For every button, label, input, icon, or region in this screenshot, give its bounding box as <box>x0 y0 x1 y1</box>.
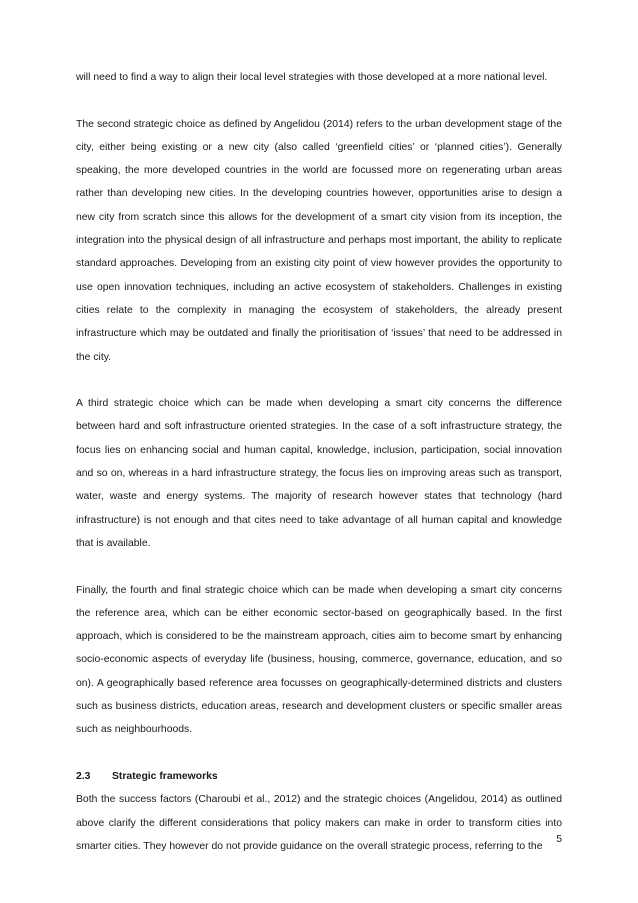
paragraph-third-choice: A third strategic choice which can be made when developing a smart city concerns the difference between hard and soft infrastructure oriented strategies. In the case of a soft infrastructure strategy, the focus lies on enhancing social and human capital, knowledge, inclusion, participation, social innovation and so on, whereas in a hard infrastructure strategy, the focus lies on improving areas such as transport, water, waste and energy systems. The majority of research however states that technology (hard infrastructure) is not enough and that cites need to take advantage of all human capital and knowledge that is available. <box>76 398 562 549</box>
paragraph-frameworks: Both the success factors (Charoubi et al., 2012) and the strategic choices (Angelidou, 2014) as outlined above clarify the different considerations that policy makers can make in order to transform cities into smarter cities. They however do not provide guidance on the overall strategic process, referring to the <box>76 794 562 852</box>
paragraph-continuation: will need to find a way to align their local level strategies with those developed at a more national level. <box>76 72 548 83</box>
page-number: 5 <box>556 834 562 845</box>
paragraph-fourth-choice: Finally, the fourth and final strategic choice which can be made when developing a smart city concerns the reference area, which can be either economic sector-based on geographically based. In the first approach, which is considered to be the mainstream approach, cities aim to become smart by enhancing socio-economic aspects of everyday life (business, housing, commerce, governance, education, and so on). A geographically based reference area focusses on geographically-determined districts and clusters such as business districts, education areas, research and development clusters or specific smaller areas such as neighbourhoods. <box>76 584 562 736</box>
page-content <box>76 66 562 858</box>
section-number: 2.3 <box>76 770 91 782</box>
section-title: Strategic frameworks <box>112 770 218 782</box>
paragraph-second-choice: The second strategic choice as defined by Angelidou (2014) refers to the urban development stage of the city, either being existing or a new city (also called ‘greenfield cities’ or ‘planned cities’). Generally speaking, the more developed countries in the world are focussed more on regenerating urban areas rather than developing new cities. In the developing countries however, opportunities arise to design a new city from scratch since this allows for the development of a smart city vision from its inception, the integration into the physical design of all infrastructure and perhaps most important, the ability to replicate standard approaches. Developing from an existing city point of view however provides the opportunity to use open innovation techniques, including an active ecosystem of stakeholders. Challenges in existing cities relate to the complexity in managing the ecosystem of stakeholders, the already present infrastructure which may be outdated and finally the prioritisation of ‘issues’ that need to be addressed in the city. <box>76 118 562 363</box>
section-heading <box>76 765 562 788</box>
